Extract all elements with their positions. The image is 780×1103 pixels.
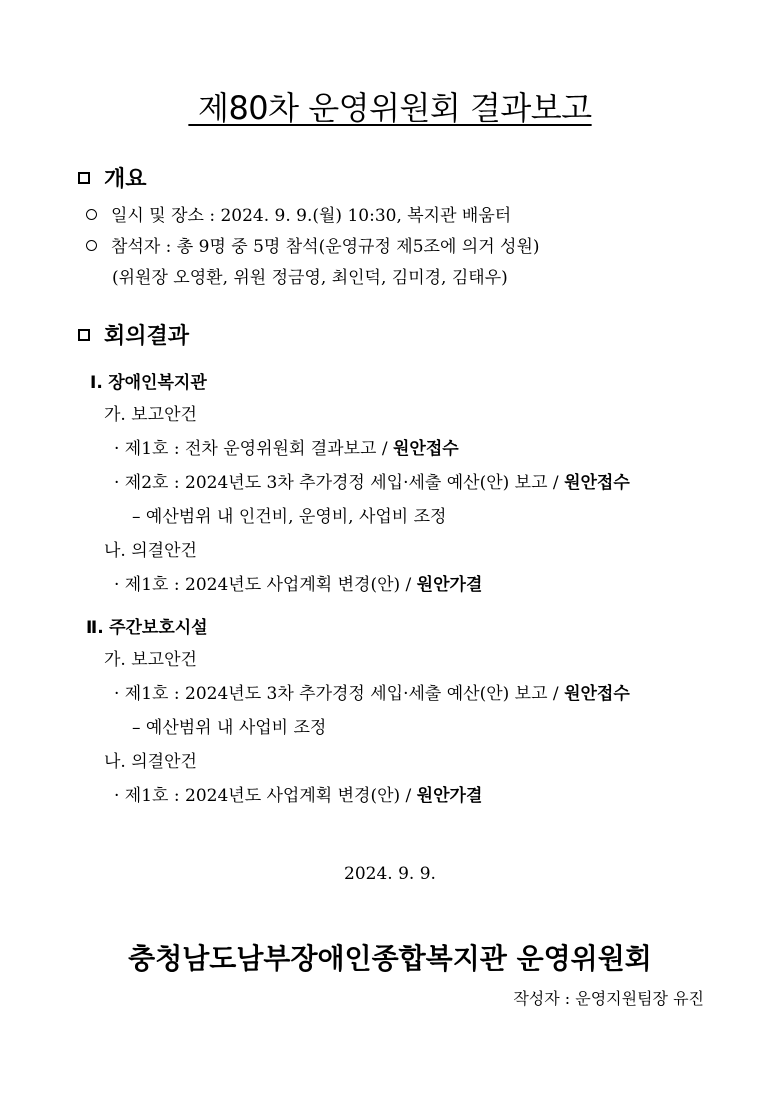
- agenda-item-text: · 제1호 : 전차 운영위원회 결과보고 /: [114, 439, 393, 459]
- checkbox-bullet-icon: [78, 329, 90, 341]
- results-heading-text: 회의결과: [104, 324, 190, 349]
- agenda-status: 원안접수: [564, 473, 630, 493]
- agenda-item: [114, 573, 482, 597]
- agenda-item-text: · 제1호 : 2024년도 3차 추가경정 세입·세출 예산(안) 보고 /: [114, 684, 565, 704]
- overview-item-text: 참석자 : 총 9명 중 5명 참석(운영규정 제5조에 의거 성원): [111, 237, 540, 257]
- agenda-item: [114, 437, 459, 461]
- circle-bullet-icon: [86, 209, 97, 220]
- section-numeral: Ⅰ.: [90, 373, 103, 393]
- section-name: 주간보호시설: [109, 618, 208, 638]
- overview-heading: [78, 165, 147, 195]
- agenda-item-detail: – 예산범위 내 인건비, 운영비, 사업비 조정: [132, 507, 447, 527]
- section-heading: [86, 616, 208, 640]
- agenda-item: [114, 471, 630, 495]
- agenda-status: 원안가결: [416, 575, 483, 595]
- document-writer: 작성자 : 운영지원팀장 유진: [513, 989, 704, 1008]
- checkbox-bullet-icon: [78, 172, 90, 184]
- agenda-status: 원안접수: [393, 439, 459, 459]
- agenda-item-text: · 제2호 : 2024년도 3차 추가경정 세입·세출 예산(안) 보고 /: [114, 473, 565, 493]
- agenda-item-detail: – 예산범위 내 사업비 조정: [132, 718, 327, 738]
- overview-item-attendance: [86, 235, 540, 259]
- document-title: [0, 86, 780, 130]
- agenda-item-text: · 제1호 : 2024년도 사업계획 변경(안) /: [114, 786, 417, 806]
- agenda-item-text: · 제1호 : 2024년도 사업계획 변경(안) /: [114, 575, 417, 595]
- overview-attendees: (위원장 오영환, 위원 정금영, 최인덕, 김미경, 김태우): [112, 268, 508, 288]
- document-title-text: 제80차 운영위원회 결과보고: [188, 89, 592, 127]
- overview-item-datetime: [86, 204, 511, 228]
- overview-heading-text: 개요: [104, 167, 147, 192]
- decision-items-label: 나. 의결안건: [104, 752, 197, 772]
- organization-name: 충청남도남부장애인종합복지관 운영위원회: [128, 942, 652, 975]
- section-name: 장애인복지관: [108, 373, 207, 393]
- overview-item-text: 일시 및 장소 : 2024. 9. 9.(월) 10:30, 복지관 배움터: [111, 206, 512, 226]
- document-date: 2024. 9. 9.: [344, 864, 436, 884]
- agenda-status: 원안접수: [564, 684, 630, 704]
- agenda-item: [114, 682, 630, 706]
- decision-items-label: 나. 의결안건: [104, 541, 197, 561]
- section-numeral: Ⅱ.: [86, 618, 104, 638]
- agenda-item: [114, 784, 482, 808]
- agenda-status: 원안가결: [416, 786, 483, 806]
- circle-bullet-icon: [86, 240, 97, 251]
- report-items-label: 가. 보고안건: [104, 650, 197, 670]
- results-heading: [78, 322, 189, 352]
- section-heading: [90, 371, 207, 395]
- report-items-label: 가. 보고안건: [104, 405, 197, 425]
